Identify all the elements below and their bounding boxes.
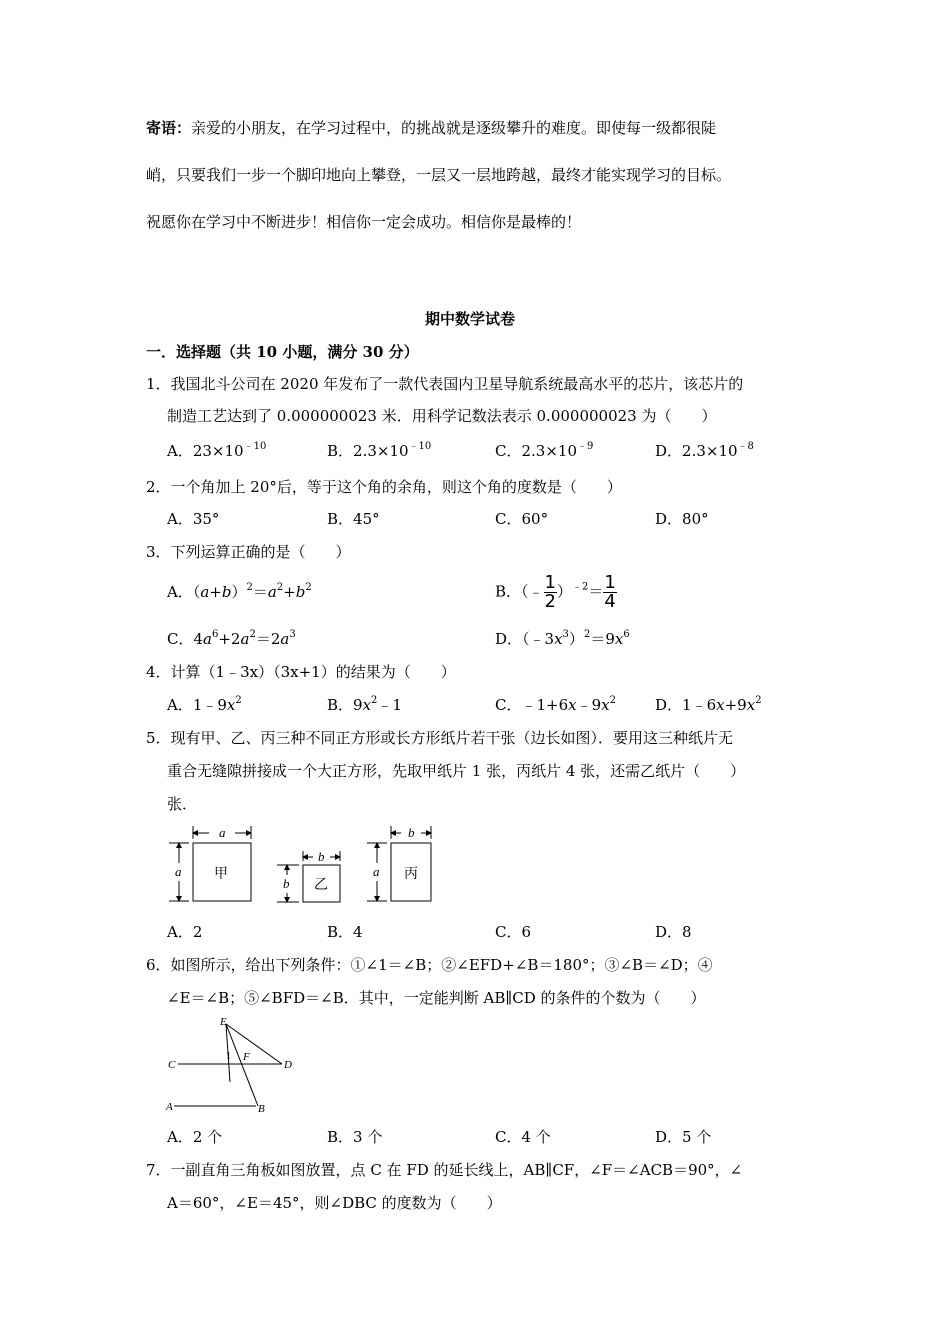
q6-option-b[interactable]: B．3 个 [327, 1128, 383, 1146]
q1-option-b[interactable] [327, 440, 431, 461]
q4-b-pre: B．9 [327, 696, 363, 714]
q3-c-v1: a [203, 630, 212, 648]
q4-d-v2: x [746, 696, 756, 714]
q1-d-text: D．2.3×10 [655, 442, 738, 460]
q5-line-2: 重合无缝隙拼接成一个大正方形，先取甲纸片 1 张，丙纸片 4 张，还需乙纸片（ ） [167, 762, 746, 780]
q1-b-text: B．2.3×10 [327, 442, 409, 460]
q4-b-v: x [362, 696, 372, 714]
q1-b-exp: ﹣10 [408, 441, 432, 452]
q3-b-close: ） [556, 582, 572, 601]
q3-d-e1: 3 [562, 629, 569, 640]
q5-line-1: 5．现有甲、乙、丙三种不同正方形或长方形纸片若干张（边长如图）．要用这三种纸片无 [146, 729, 734, 747]
q3-b-rnum: 1 [604, 572, 616, 593]
q4-a-pre: A．1﹣9 [167, 696, 227, 714]
q3-c-e3: 3 [289, 629, 296, 640]
q3-d-close: ） [568, 630, 584, 648]
q6-line-2: ∠E＝∠B；⑤∠BFD＝∠B．其中，一定能判断 AB∥CD 的条件的个数为（ ） [167, 989, 706, 1007]
fig-jia: 甲 [214, 866, 228, 882]
q4-d-v1: x [716, 696, 725, 714]
exam-title: 期中数学试卷 [425, 310, 516, 328]
q6-figure [160, 1014, 300, 1119]
q3-a-r1: a [267, 583, 277, 601]
q1-a-text: A．23×10 [167, 442, 244, 460]
q1-option-d[interactable] [655, 440, 754, 461]
q4-c-e: 2 [609, 695, 616, 706]
q3-a-r2-exp: 2 [305, 582, 312, 593]
q1-d-exp: ﹣8 [737, 441, 754, 452]
q3-d-prefix: D．（﹣3 [495, 630, 555, 648]
q5-option-c[interactable]: C．6 [495, 923, 532, 941]
q3-b-num: 1 [544, 572, 556, 593]
q4-c-v1: x [568, 696, 577, 714]
q4-a-e: 2 [235, 695, 242, 706]
q3-a-eq: ＝ [252, 583, 268, 601]
q3-d-e3: 6 [623, 629, 630, 640]
q2-option-d[interactable]: D．80° [655, 510, 709, 528]
q4-a-v: x [226, 696, 236, 714]
preface-label: 寄语： [146, 119, 192, 137]
q2-stem: 2．一个角加上 20°后，等于这个角的余角，则这个角的度数是（ ） [146, 478, 622, 496]
q3-option-a[interactable] [167, 581, 312, 602]
q1-line-2: 制造工艺达到了 0.000000023 米．用科学记数法表示 0.000000023 为（ ） [167, 407, 717, 425]
fig-a-top: a [219, 825, 226, 840]
q5-figure [165, 823, 455, 913]
q4-option-b[interactable] [327, 694, 402, 715]
q3-option-c[interactable] [167, 628, 296, 649]
fig-a-left-2: a [373, 864, 380, 879]
q4-d-mid: +9 [724, 696, 747, 714]
q1-c-text: C．2.3×10 [495, 442, 577, 460]
fig-b-top: b [318, 849, 325, 864]
q5-option-d[interactable]: D．8 [655, 923, 692, 941]
q2-option-b[interactable]: B．45° [327, 510, 380, 528]
q4-b-post: ﹣1 [377, 696, 402, 714]
q4-d-e: 2 [755, 695, 762, 706]
q2-option-c[interactable]: C．60° [495, 510, 549, 528]
q4-c-pre: C．﹣1+6 [495, 696, 569, 714]
preface-line-2: 峭，只要我们一步一个脚印地向上攀登，一层又一层地跨越，最终才能实现学习的目标。 [146, 166, 732, 184]
q3-a-exp: 2 [246, 582, 253, 593]
q3-b-rden: 4 [604, 591, 616, 612]
q3-d-v1: x [554, 630, 563, 648]
q4-c-mid: ﹣9 [576, 696, 602, 714]
section-heading: 一．选择题（共 10 小题，满分 30 分） [146, 343, 419, 361]
fig-b-top-2: b [408, 825, 415, 840]
label-1: 1 [226, 1051, 231, 1062]
q7-line-1: 7．一副直角三角板如图放置，点 C 在 FD 的延长线上，AB∥CF，∠F＝∠ACB＝90°，∠ [146, 1161, 743, 1179]
q3-b-fraction [544, 574, 557, 611]
q3-a-r2: b [295, 583, 306, 601]
q3-c-v3: a [280, 630, 290, 648]
fig-a-left: a [175, 864, 182, 879]
fig-yi: 乙 [314, 877, 328, 893]
q3-b-den: 2 [544, 591, 556, 612]
q1-c-exp: ﹣9 [577, 441, 594, 452]
preface-text-1: 亲爱的小朋友，在学习过程中，的挑战就是逐级攀升的难度。即使每一级都很陡 [191, 119, 717, 137]
q3-b-exp: ﹣2 [572, 581, 589, 593]
fig-b-left: b [283, 876, 290, 891]
q1-line-1: 1．我国北斗公司在 2020 年发布了一款代表国内卫星导航系统最高水平的芯片，该芯片的 [146, 375, 744, 393]
q3-a-r1-exp: 2 [276, 582, 284, 593]
q3-a-plus: + [209, 583, 222, 601]
q3-b-prefix: B．（﹣ [495, 582, 544, 601]
q3-a-var2: b [221, 583, 232, 601]
q6-option-c[interactable]: C．4 个 [495, 1128, 551, 1146]
q6-line-1: 6．如图所示，给出下列条件：①∠1＝∠B；②∠EFD+∠B＝180°；③∠B＝∠D；④ [146, 956, 713, 974]
label-a: A [166, 1101, 173, 1113]
q3-c-e2: 2 [249, 629, 256, 640]
q6-option-a[interactable]: A．2 个 [167, 1128, 223, 1146]
q4-stem: 4．计算（1﹣3x）（3x+1）的结果为（ ） [146, 663, 456, 681]
label-c: C [168, 1059, 176, 1071]
q3-c-prefix: C．4 [167, 630, 204, 648]
label-f: F [243, 1051, 250, 1063]
q1-option-c[interactable] [495, 440, 593, 461]
label-e: E [220, 1016, 227, 1028]
q3-d-e2: 2 [583, 629, 591, 640]
q3-b-result-fraction [603, 574, 616, 611]
q2-option-a[interactable]: A．35° [167, 510, 220, 528]
fig-bing: 丙 [404, 866, 418, 882]
q5-option-a[interactable]: A．2 [167, 923, 203, 941]
preface-line-1 [146, 117, 716, 138]
q3-a-close: ） [231, 583, 247, 601]
q3-c-e1: 6 [211, 629, 219, 640]
q5-line-3: 张． [167, 795, 198, 813]
q3-a-var1: a [200, 583, 210, 601]
q3-c-mid: +2 [218, 630, 241, 648]
line-eb [226, 1024, 258, 1106]
q4-d-pre: D．1﹣6 [655, 696, 717, 714]
label-b: B [258, 1103, 265, 1115]
q3-c-eq: ＝2 [255, 630, 281, 648]
line-ed [226, 1024, 282, 1064]
preface-line-3: 祝愿你在学习中不断进步！相信你一定会成功。相信你是最棒的！ [146, 213, 582, 231]
q3-c-v2: a [240, 630, 250, 648]
q3-stem: 3．下列运算正确的是（ ） [146, 543, 351, 561]
q3-d-v2: x [614, 630, 624, 648]
q4-b-e: 2 [371, 695, 378, 706]
q3-d-eq: ＝9 [590, 630, 615, 648]
q4-option-d[interactable] [655, 694, 762, 715]
q1-option-a[interactable] [167, 440, 266, 461]
q4-c-v2: x [601, 696, 610, 714]
q6-option-d[interactable]: D．5 个 [655, 1128, 712, 1146]
q4-option-a[interactable] [167, 694, 242, 715]
q5-option-b[interactable]: B．4 [327, 923, 363, 941]
q1-a-exp: ﹣10 [243, 441, 267, 452]
q3-option-b[interactable] [495, 574, 617, 611]
q7-line-2: A＝60°，∠E＝45°，则∠DBC 的度数为（ ） [167, 1194, 502, 1212]
q3-option-d[interactable] [495, 628, 630, 649]
q3-a-prefix: A．（ [167, 583, 201, 601]
q4-option-c[interactable] [495, 694, 616, 715]
label-d: D [284, 1059, 292, 1071]
q3-a-r-plus: + [283, 583, 296, 601]
q3-b-eq: ＝ [588, 582, 604, 601]
